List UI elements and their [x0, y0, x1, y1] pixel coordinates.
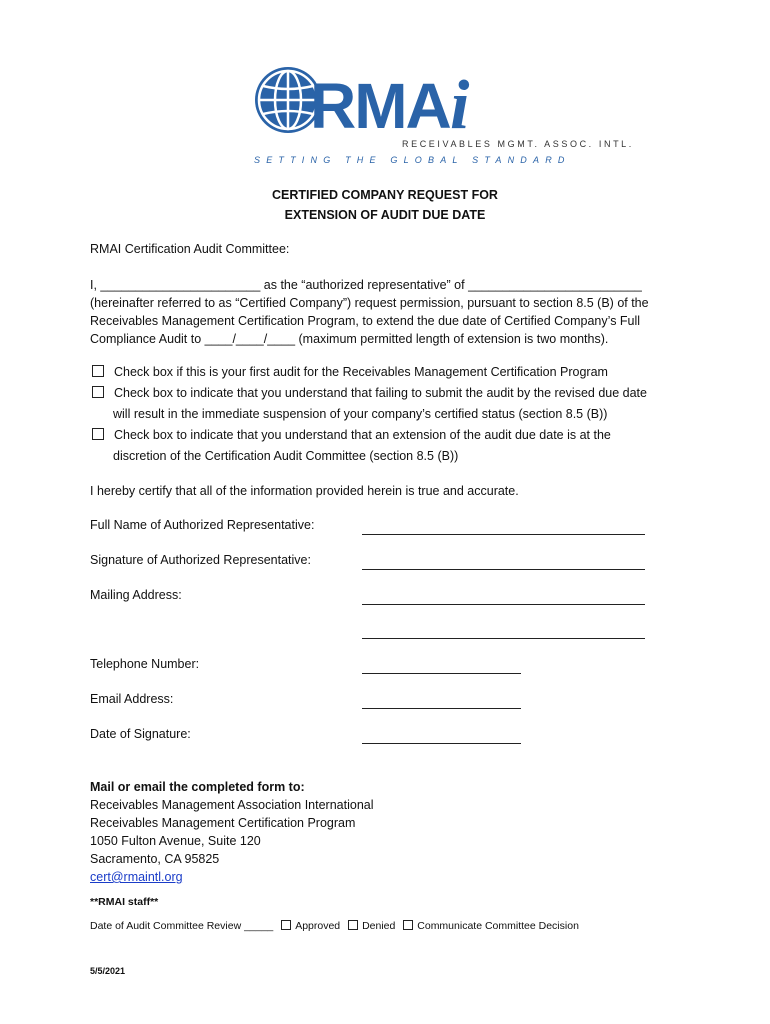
checkbox-label: Check box to indicate that you understand that failing to submit the audit by the revised due date	[114, 386, 647, 400]
email-input-line[interactable]	[362, 708, 521, 709]
checkbox-square-icon[interactable]	[92, 428, 104, 440]
request-line: (hereinafter referred to as “Certified Company”) request permission, pursuant to section 8.5 (B) of the	[90, 296, 649, 310]
checkbox-discretion-acknowledgement[interactable]	[92, 425, 611, 463]
checkbox-label-continuation: discretion of the Certification Audit Committee (section 8.5 (B))	[113, 449, 459, 463]
telephone-input-line[interactable]	[362, 673, 521, 674]
mail-address-line: 1050 Fulton Avenue, Suite 120	[90, 834, 261, 848]
denied-checkbox-icon[interactable]	[348, 920, 358, 930]
communicate-decision-checkbox-icon[interactable]	[403, 920, 413, 930]
svg-text:i: i	[450, 67, 470, 144]
checkbox-square-icon[interactable]	[92, 386, 104, 398]
mail-address-line: Receivables Management Association International	[90, 798, 374, 812]
signature-input-line[interactable]	[362, 569, 645, 570]
rmai-logo-graphic	[252, 62, 634, 167]
logo-mark-text: RMA	[310, 70, 450, 142]
approved-label: Approved	[295, 920, 341, 932]
field-label-telephone: Telephone Number:	[90, 657, 200, 671]
field-label-full-name: Full Name of Authorized Representative:	[90, 518, 315, 532]
mail-section	[90, 778, 374, 886]
mailing-address-input-line-2[interactable]	[362, 638, 645, 639]
logo-tagline: SETTING THE GLOBAL STANDARD	[254, 155, 571, 165]
email-link[interactable]: cert@rmaintl.org	[90, 870, 183, 884]
request-line: Compliance Audit to ____/____/____ (maximum permitted length of extension is two months).	[90, 332, 609, 346]
mail-address-line: Receivables Management Certification Program	[90, 816, 356, 830]
logo-org-line: RECEIVABLES MGMT. ASSOC. INTL.	[402, 139, 634, 149]
checkbox-suspension-acknowledgement[interactable]	[92, 383, 647, 421]
field-label-signature: Signature of Authorized Representative:	[90, 553, 311, 567]
communicate-decision-label: Communicate Committee Decision	[417, 920, 579, 932]
full-name-input-line[interactable]	[362, 534, 645, 535]
certify-statement: I hereby certify that all of the information provided herein is true and accurate.	[90, 484, 519, 498]
approved-checkbox-icon[interactable]	[281, 920, 291, 930]
field-label-date-of-signature: Date of Signature:	[90, 727, 191, 741]
checkbox-label: Check box if this is your first audit for the Receivables Management Certification Program	[114, 365, 608, 379]
staff-review-row	[90, 920, 579, 932]
field-label-mailing-address: Mailing Address:	[90, 588, 182, 602]
footer-date: 5/5/2021	[90, 966, 126, 976]
field-label-email: Email Address:	[90, 692, 174, 706]
checkbox-square-icon[interactable]	[92, 365, 104, 377]
date-of-signature-input-line[interactable]	[362, 743, 521, 744]
checkbox-first-audit[interactable]	[92, 362, 608, 382]
request-line: I, _______________________ as the “authorized representative” of _________________________	[90, 278, 642, 292]
form-title-line1: CERTIFIED COMPANY REQUEST FOR	[272, 188, 498, 202]
request-paragraph	[90, 276, 690, 348]
mailing-address-input-line-1[interactable]	[362, 604, 645, 605]
denied-label: Denied	[362, 920, 396, 932]
mail-address-line: Sacramento, CA 95825	[90, 852, 220, 866]
review-date-label: Date of Audit Committee Review _____	[90, 920, 274, 932]
checkbox-label: Check box to indicate that you understand that an extension of the audit due date is at the	[114, 428, 611, 442]
form-title-line2: EXTENSION OF AUDIT DUE DATE	[284, 208, 486, 222]
rmai-logo	[252, 62, 634, 167]
staff-section-heading: **RMAI staff**	[90, 896, 159, 908]
salutation: RMAI Certification Audit Committee:	[90, 242, 290, 256]
checkbox-label-continuation: will result in the immediate suspension of your company’s certified status (section 8.5 (B))	[113, 407, 608, 421]
mail-section-heading: Mail or email the completed form to:	[90, 780, 305, 794]
request-line: Receivables Management Certification Program, to extend the due date of Certified Company’s Full	[90, 314, 641, 328]
